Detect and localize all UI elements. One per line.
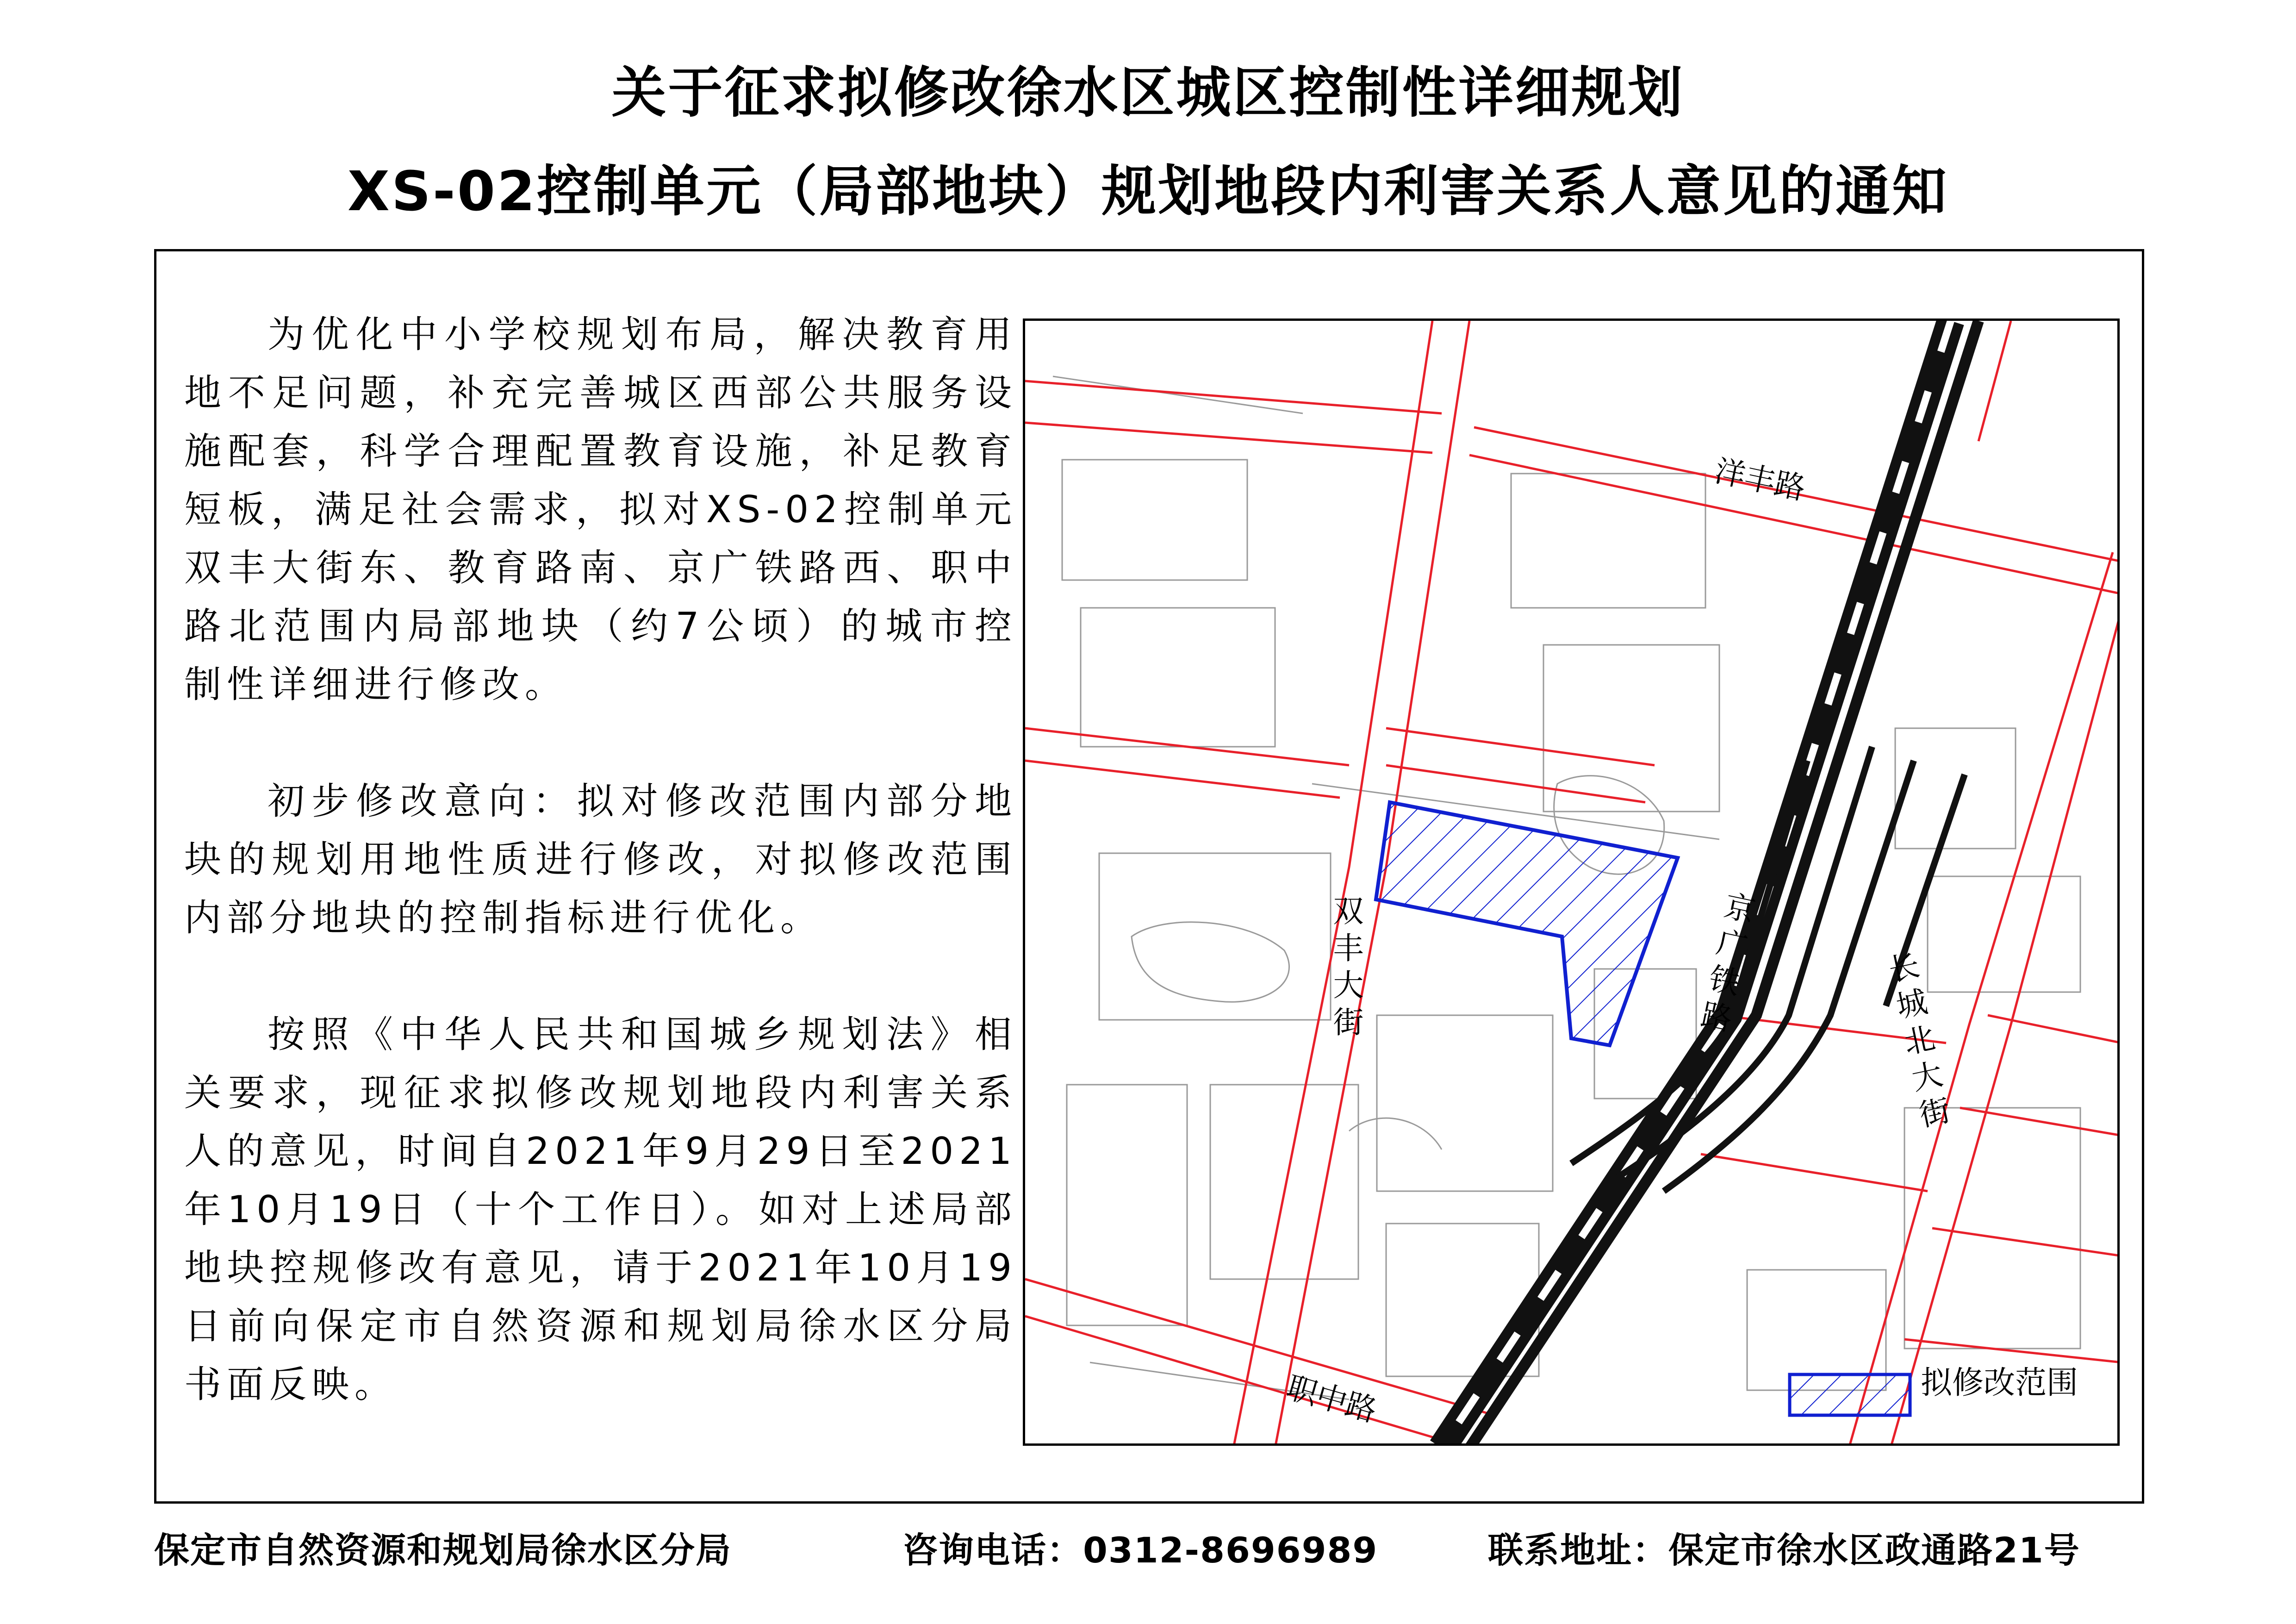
paragraph-purpose: 为优化中小学校规划布局，解决教育用地不足问题，补充完善城区西部公共服务设施配套，科学合理配置教育设施，补足教育短板，满足社会需求，拟对XS-02控制单元双丰大街东、教育路南、京广铁路西、职中路北范围内局部地块（约7公顷）的城市控制性详细进行修改。 [184,313,1017,706]
modification-boundary [1376,802,1678,1045]
map-drawing [1025,321,2120,1446]
footer-organization: 保定市自然资源和规划局徐水区分局 [154,1530,732,1571]
footer-phone: 咨询电话：0312-8696989 [902,1530,1378,1571]
paragraph-procedure: 按照《中华人民共和国城乡规划法》相关要求，现征求拟修改规划地段内利害关系人的意见，时间自2021年9月29日至2021年10月19日（十个工作日）。如对上述局部地块控规修改有意见，请于2021年10月19日前向保定市自然资源和规划局徐水区分局书面反映。 [184,1013,1017,1406]
label-shuangfeng-street: 双丰大街 [1328,895,1363,1043]
label-jingguang-railway: 京广铁路 [1692,888,1758,1041]
legend-label: 拟修改范围 [1921,1365,2078,1401]
label-yangfeng-road: 洋丰路 [1711,453,1809,507]
label-zhizhong-road: 职中路 [1282,1369,1381,1429]
paragraph-intent: 初步修改意向：拟对修改范围内部分地块的规划用地性质进行修改，对拟修改范围内部分地块的控制指标进行优化。 [184,780,1017,939]
label-changcheng-street: 长城北大街 [1880,949,1954,1137]
site-map [1023,319,2120,1446]
map-legend [1782,1358,2078,1403]
legend-swatch-spacer [1782,1360,1902,1401]
title-line-1: 关于征求拟修改徐水区城区控制性详细规划 [611,61,1685,125]
footer-address: 联系地址：保定市徐水区政通路21号 [1488,1530,2080,1571]
title-line-2: XS-02控制单元（局部地块）规划地段内利害关系人意见的通知 [347,159,1949,223]
